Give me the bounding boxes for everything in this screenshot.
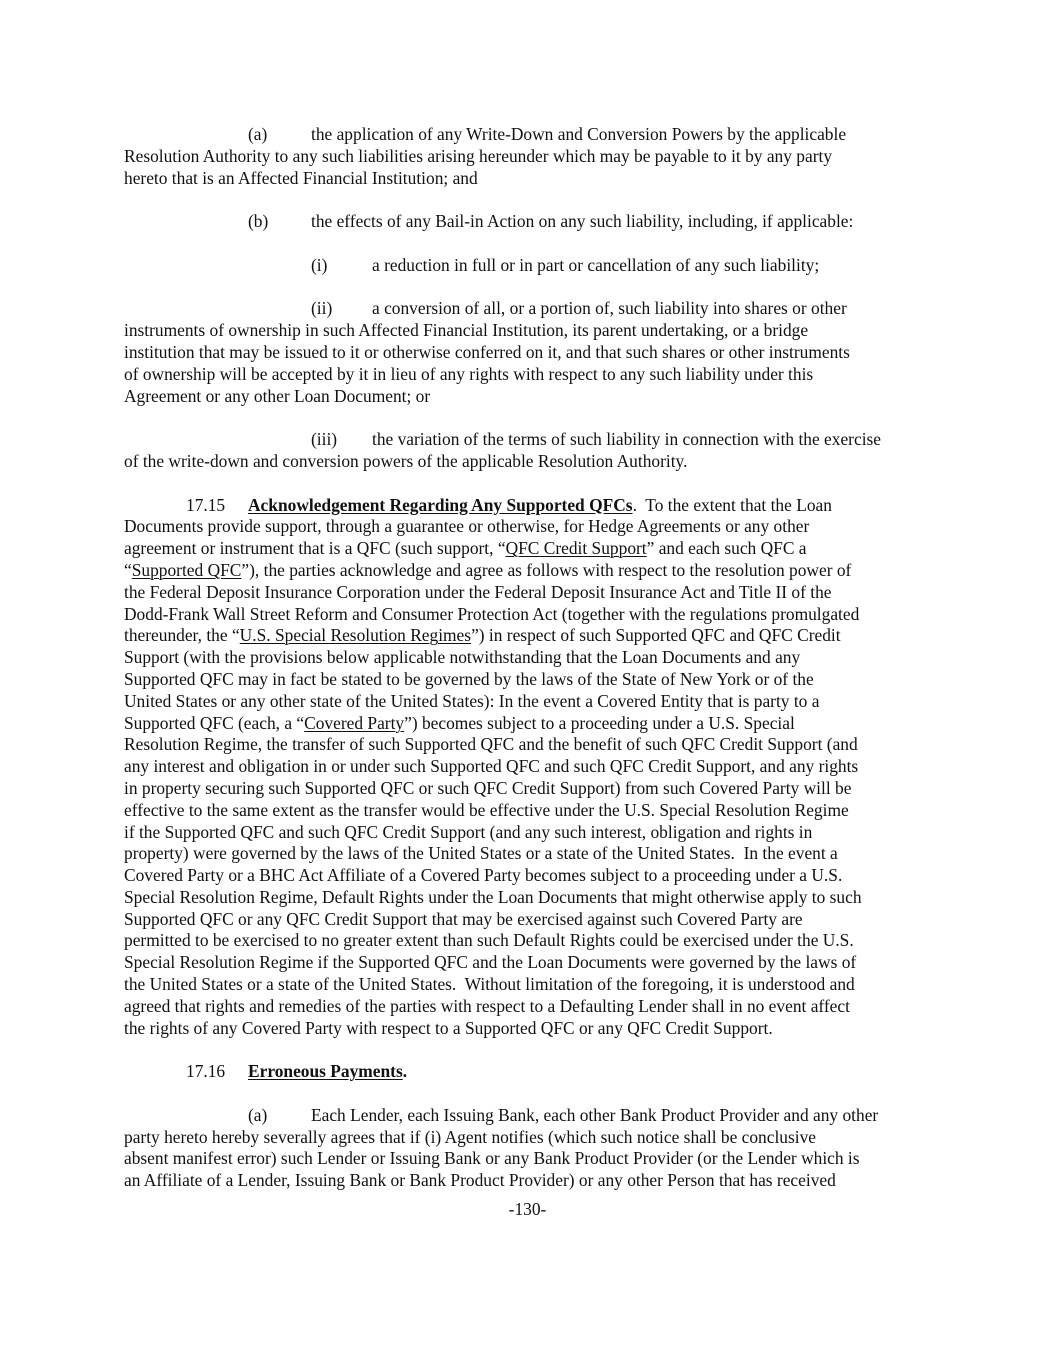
paragraph — [124, 211, 944, 233]
text-line — [124, 974, 944, 996]
text-line — [124, 952, 944, 974]
text-line — [124, 429, 944, 451]
text-line — [124, 800, 944, 822]
page-number: -130- — [508, 1199, 547, 1219]
text-run: ” and each such QFC a — [646, 538, 807, 559]
text-line — [124, 538, 944, 560]
text-line — [124, 146, 944, 168]
text-run: the effects of any Bail-in Action on any such liability, including, if applicable: — [311, 211, 854, 232]
paragraph-label: (b) — [248, 211, 269, 232]
text-line — [124, 604, 944, 626]
text-run: Each Lender, each Issuing Bank, each other Bank Product Provider and any other — [311, 1104, 879, 1125]
text-line — [124, 386, 944, 408]
text-run: in property securing such Supported QFC or such QFC Credit Support) from such Covered Party will be — [124, 777, 852, 798]
text-run: absent manifest error) such Lender or Issuing Bank or any Bank Product Provider (or the Lender which is — [124, 1148, 860, 1169]
text-line — [124, 1061, 944, 1083]
paragraph-label: (a) — [248, 1104, 268, 1125]
text-run: Special Resolution Regime, Default Rights under the Loan Documents that might otherwise apply to such — [124, 886, 862, 907]
paragraph-label: (a) — [248, 124, 268, 144]
text-run: agreement or instrument that is a QFC (such support, “ — [124, 538, 506, 559]
paragraph — [124, 1105, 944, 1192]
text-line — [124, 342, 944, 364]
text-line — [124, 691, 944, 713]
text-line — [124, 1127, 944, 1149]
text-run: the United States or a state of the United States. Without limitation of the foregoing, it is understood and — [124, 974, 855, 995]
text-run: of ownership will be accepted by it in lieu of any rights with respect to any such liability under this — [124, 363, 814, 384]
defined-term: QFC Credit Support — [505, 538, 647, 559]
text-line — [124, 364, 944, 386]
document-body — [124, 124, 944, 1214]
text-line — [124, 1148, 944, 1170]
paragraph-label: (i) — [311, 254, 328, 275]
defined-term: U.S. Special Resolution Regimes — [239, 625, 472, 646]
text-run: Resolution Authority to any such liabilities arising hereunder which may be payable to it by any party — [124, 145, 833, 166]
text-run: Support (with the provisions below applicable notwithstanding that the Loan Documents and any — [124, 647, 801, 668]
text-run: property) were governed by the laws of the United States or a state of the United States. In the event a — [124, 843, 838, 864]
section-heading: Acknowledgement Regarding Any Supported QFCs — [248, 494, 633, 515]
text-line — [124, 996, 944, 1018]
text-line — [124, 516, 944, 538]
text-run: a reduction in full or in part or cancellation of any such liability; — [372, 254, 820, 275]
text-run: . — [402, 1061, 408, 1082]
text-run: agreed that rights and remedies of the parties with respect to a Defaulting Lender shall in no event affect — [124, 995, 850, 1016]
text-line — [124, 320, 944, 342]
text-run: Supported QFC (each, a “ — [124, 712, 305, 733]
text-line — [124, 211, 944, 233]
text-line — [124, 1105, 944, 1127]
text-line — [124, 625, 944, 647]
paragraph — [124, 298, 944, 407]
text-run: of the write-down and conversion powers of the applicable Resolution Authority. — [124, 450, 688, 471]
text-run: . To the extent that the Loan — [632, 494, 832, 515]
text-run: an Affiliate of a Lender, Issuing Bank or Bank Product Provider) or any other Person that has received — [124, 1170, 836, 1191]
text-run: ”), the parties acknowledge and agree as follows with respect to the resolution power of — [241, 559, 852, 580]
text-run: the rights of any Covered Party with respect to a Supported QFC or any QFC Credit Support. — [124, 1017, 773, 1038]
text-run: Resolution Regime, the transfer of such Supported QFC and the benefit of such QFC Credit Support (and — [124, 734, 858, 755]
defined-term: Covered Party — [304, 712, 405, 733]
text-run: hereto that is an Affected Financial Institution; and — [124, 167, 478, 188]
text-line — [124, 124, 944, 146]
text-line — [124, 647, 944, 669]
defined-term: Supported QFC — [131, 559, 242, 580]
text-line — [124, 1170, 944, 1192]
text-line — [124, 865, 944, 887]
text-line — [124, 778, 944, 800]
text-run: Documents provide support, through a guarantee or otherwise, for Hedge Agreements or any other — [124, 516, 810, 537]
text-run: “ — [124, 559, 132, 580]
paragraph-label: 17.16 — [186, 1061, 226, 1082]
text-run: any interest and obligation in or under such Supported QFC and such QFC Credit Support, and any rights — [124, 756, 859, 777]
text-line — [124, 168, 944, 190]
text-line — [124, 560, 944, 582]
paragraph — [124, 429, 944, 473]
text-line — [124, 495, 944, 517]
text-run: Dodd-Frank Wall Street Reform and Consumer Protection Act (together with the regulations promulgated — [124, 603, 860, 624]
text-line — [124, 756, 944, 778]
text-run: thereunder, the “ — [124, 625, 240, 646]
paragraph-label: 17.15 — [186, 494, 226, 515]
section-heading: Erroneous Payments — [248, 1061, 403, 1082]
text-run: institution that may be issued to it or otherwise conferred on it, and that such shares or other instruments — [124, 341, 850, 362]
text-line — [124, 713, 944, 735]
text-run: ”) becomes subject to a proceeding under a U.S. Special — [404, 712, 795, 733]
text-run: Agreement or any other Loan Document; or — [124, 385, 431, 406]
text-line — [124, 451, 944, 473]
paragraph — [124, 124, 944, 189]
text-run: party hereto hereby severally agrees that if (i) Agent notifies (which such notice shall be conclusive — [124, 1126, 816, 1147]
text-run: the variation of the terms of such liability in connection with the exercise — [372, 429, 882, 450]
paragraph — [124, 495, 944, 1040]
text-line — [124, 887, 944, 909]
text-line — [124, 1018, 944, 1040]
text-run: effective to the same extent as the transfer would be effective under the U.S. Special Resolution Regime — [124, 799, 849, 820]
text-run: Special Resolution Regime if the Supported QFC and the Loan Documents were governed by the laws of — [124, 952, 857, 973]
text-line — [124, 298, 944, 320]
text-line — [124, 909, 944, 931]
text-line — [124, 930, 944, 952]
text-line — [124, 843, 944, 865]
text-line — [124, 822, 944, 844]
paragraph — [124, 1061, 944, 1083]
text-line — [124, 582, 944, 604]
paragraph-label: (ii) — [311, 298, 333, 319]
text-run: United States or any other state of the United States): In the event a Covered Entity that is party to a — [124, 690, 820, 711]
text-run: if the Supported QFC and such QFC Credit Support (and any such interest, obligation and rights in — [124, 821, 813, 842]
text-run: Covered Party or a BHC Act Affiliate of a Covered Party becomes subject to a proceeding under a U.S. — [124, 865, 843, 886]
text-run: instruments of ownership in such Affected Financial Institution, its parent undertaking, or a bridge — [124, 320, 809, 341]
text-run: a conversion of all, or a portion of, such liability into shares or other — [372, 298, 847, 319]
paragraph-label: (iii) — [311, 429, 338, 450]
text-line — [124, 669, 944, 691]
paragraph — [124, 255, 944, 277]
text-run: Supported QFC or any QFC Credit Support that may be exercised against such Covered Party are — [124, 908, 803, 929]
text-run: Supported QFC may in fact be stated to be governed by the laws of the State of New York or of the — [124, 668, 814, 689]
text-line — [124, 734, 944, 756]
text-run: permitted to be exercised to no greater extent than such Default Rights could be exercised under the U.S. — [124, 930, 854, 951]
text-run: the Federal Deposit Insurance Corporation under the Federal Deposit Insurance Act and Title II of the — [124, 581, 832, 602]
text-run: the application of any Write-Down and Conversion Powers by the applicable — [311, 124, 847, 144]
text-run: ”) in respect of such Supported QFC and QFC Credit — [471, 625, 841, 646]
text-line — [124, 255, 944, 277]
